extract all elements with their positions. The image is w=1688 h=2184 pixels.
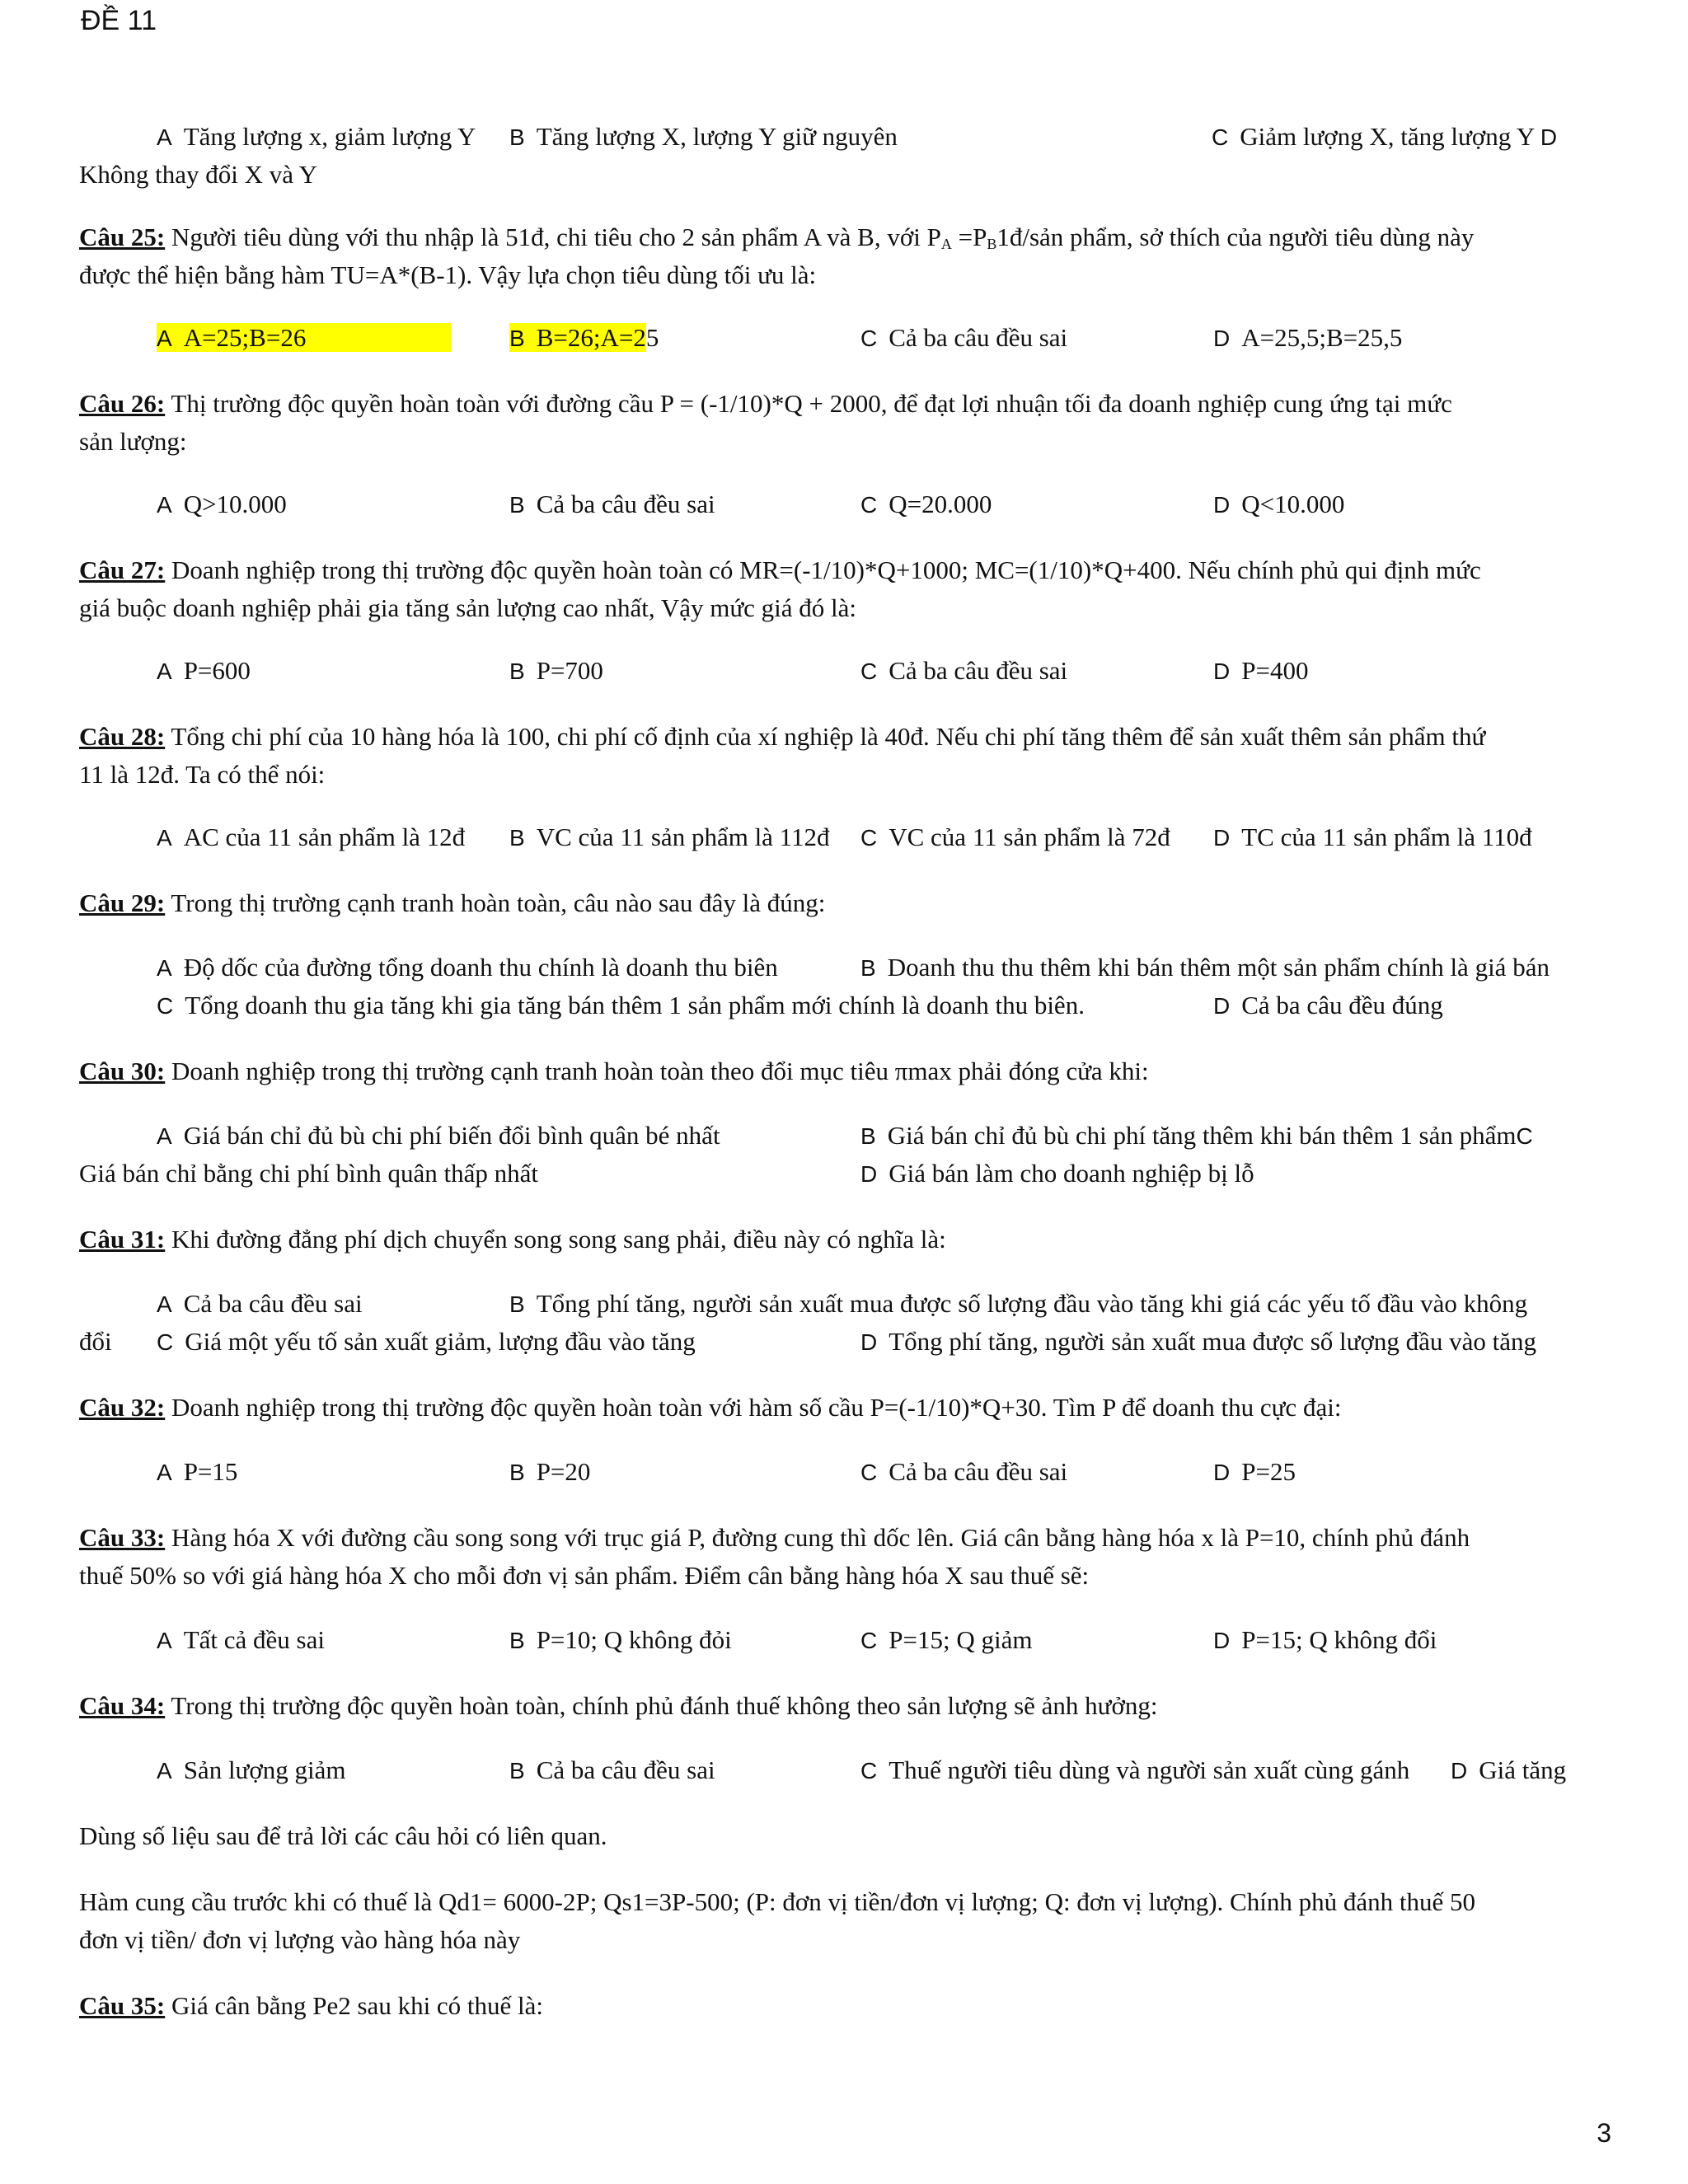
question-26: Câu 26: Thị trường độc quyền hoàn toàn với đường cầu P = (-1/10)*Q + 2000, để đạt lợi nhuận tối đa doanh nghiệp cung ứng tại mức — [79, 389, 1452, 418]
q34-option-c: C Thuế người tiêu dùng và người sản xuất cùng gánh — [860, 1755, 1410, 1784]
q32-option-b: B P=20 — [509, 1457, 591, 1486]
question-25-line2: được thể hiện bằng hàm TU=A*(B-1). Vậy lựa chọn tiêu dùng tối ưu là: — [79, 260, 817, 289]
exam-title: ĐỀ 11 — [81, 5, 157, 36]
question-25: Câu 25: Người tiêu dùng với thu nhập là 51đ, chi tiêu cho 2 sản phẩm A và B, với $P_A$ $=P_B1đ$/sản phẩm, sở thích của người tiêu dùng này — [79, 223, 1475, 252]
data-intro-equations-line2: đơn vị tiền/ đơn vị lượng vào hàng hóa này — [79, 1925, 521, 1954]
q26-option-b: B Cả ba câu đều sai — [509, 490, 715, 518]
q28-option-d: D TC của 11 sản phẩm là 110đ — [1213, 823, 1532, 851]
data-intro: Dùng số liệu sau để trả lời các câu hỏi có liên quan. — [79, 1821, 607, 1850]
q32-option-c: C Cả ba câu đều sai — [860, 1457, 1068, 1486]
carry-option-b: B Tăng lượng X, lượng Y giữ nguyên — [509, 122, 898, 151]
q27-option-c: C Cả ba câu đều sai — [860, 656, 1068, 685]
q25-option-c: C Cả ba câu đều sai — [860, 323, 1068, 352]
q34-option-b: B Cả ba câu đều sai — [509, 1755, 715, 1784]
question-27: Câu 27: Doanh nghiệp trong thị trường độc quyền hoàn toàn có MR=(-1/10)*Q+1000; MC=(1/10)*Q+400. Nếu chính phủ qui định mức — [79, 555, 1481, 584]
q25-option-a: A A=25;B=26 — [157, 325, 451, 350]
q29-option-b: B Doanh thu thu thêm khi bán thêm một sản phẩm chính là giá bán — [860, 953, 1550, 982]
q27-option-d: D P=400 — [1213, 656, 1309, 685]
q34-option-d: D Giá tăng — [1451, 1755, 1567, 1784]
question-27-line2: giá buộc doanh nghiệp phải gia tăng sản lượng cao nhất, Vậy mức giá đó là: — [79, 593, 857, 622]
data-intro-equations: Hàm cung cầu trước khi có thuế là Qd1= 6000-2P; Qs1=3P-500; (P: đơn vị tiền/đơn vị lượng; Q: đơn vị lượng). Chính phủ đánh thuế 50 — [79, 1887, 1475, 1916]
q30-option-c: Giá bán chỉ bằng chi phí bình quân thấp nhất — [79, 1159, 539, 1188]
q32-option-a: A P=15 — [157, 1457, 238, 1486]
q31-option-b: B Tổng phí tăng, người sản xuất mua được số lượng đầu vào tăng khi giá các yếu tố đầu vào không — [509, 1289, 1528, 1318]
question-32: Câu 32: Doanh nghiệp trong thị trường độc quyền hoàn toàn với hàm số cầu P=(-1/10)*Q+30. Tìm P để doanh thu cực đại: — [79, 1393, 1342, 1422]
question-35: Câu 35: Giá cân bằng Pe2 sau khi có thuế là: — [79, 1991, 544, 2020]
q25-option-b: B B=26;A=25 — [509, 323, 659, 352]
q33-option-d: D P=15; Q không đổi — [1213, 1625, 1437, 1654]
question-31: Câu 31: Khi đường đẳng phí dịch chuyển song song sang phải, điều này có nghĩa là: — [79, 1225, 946, 1254]
q31-option-c: C Giá một yếu tố sản xuất giảm, lượng đầu vào tăng — [157, 1327, 696, 1356]
carry-option-d-text: Không thay đổi X và Y — [79, 160, 318, 189]
question-29: Câu 29: Trong thị trường cạnh tranh hoàn toàn, câu nào sau đây là đúng: — [79, 888, 826, 917]
carry-option-c: C Giảm lượng X, tăng lượng Y D — [1212, 122, 1558, 151]
question-28-line2: 11 là 12đ. Ta có thể nói: — [79, 760, 326, 789]
q33-option-b: B P=10; Q không đỏi — [509, 1625, 732, 1654]
question-26-line2: sản lượng: — [79, 427, 187, 456]
q33-option-a: A Tất cả đều sai — [157, 1625, 325, 1654]
q25-option-d: D A=25,5;B=25,5 — [1213, 323, 1403, 352]
carry-option-a: A Tăng lượng x, giảm lượng Y — [157, 122, 476, 151]
page-number: 3 — [1597, 2118, 1611, 2148]
q29-option-d: D Cả ba câu đều đúng — [1213, 991, 1443, 1019]
q27-option-a: A P=600 — [157, 656, 251, 685]
q31-option-b-cont: đổi — [79, 1327, 112, 1356]
question-34: Câu 34: Trong thị trường độc quyền hoàn toàn, chính phủ đánh thuế không theo sản lượng sẽ ảnh hưởng: — [79, 1691, 1158, 1720]
q28-option-b: B VC của 11 sản phẩm là 112đ — [509, 823, 830, 851]
q29-option-c: C Tổng doanh thu gia tăng khi gia tăng bán thêm 1 sản phẩm mới chính là doanh thu biên. — [157, 991, 1085, 1019]
q30-option-d: D Giá bán làm cho doanh nghiệp bị lỗ — [860, 1159, 1254, 1188]
q28-option-a: A AC của 11 sản phẩm là 12đ — [157, 823, 466, 851]
question-33: Câu 33: Hàng hóa X với đường cầu song song với trục giá P, đường cung thì dốc lên. Giá cân bằng hàng hóa x là P=10, chính phủ đánh — [79, 1523, 1470, 1552]
q33-option-c: C P=15; Q giảm — [860, 1625, 1033, 1654]
q31-option-a: A Cả ba câu đều sai — [157, 1289, 363, 1318]
question-28: Câu 28: Tổng chi phí của 10 hàng hóa là 100, chi phí cố định của xí nghiệp là 40đ. Nếu chi phí tăng thêm để sản xuất thêm sản phẩm thứ — [79, 722, 1486, 751]
q34-option-a: A Sản lượng giảm — [157, 1755, 346, 1784]
q26-option-c: C Q=20.000 — [860, 490, 992, 518]
q26-option-a: A Q>10.000 — [157, 490, 287, 518]
q29-option-a: A Độ dốc của đường tổng doanh thu chính là doanh thu biên — [157, 953, 778, 982]
q28-option-c: C VC của 11 sản phẩm là 72đ — [860, 823, 1170, 851]
question-30: Câu 30: Doanh nghiệp trong thị trường cạnh tranh hoàn toàn theo đổi mục tiêu πmax phải đóng cửa khi: — [79, 1057, 1149, 1085]
q32-option-d: D P=25 — [1213, 1457, 1296, 1486]
q31-option-d: D Tổng phí tăng, người sản xuất mua được số lượng đầu vào tăng — [860, 1327, 1536, 1356]
q27-option-b: B P=700 — [509, 656, 603, 685]
question-33-line2: thuế 50% so với giá hàng hóa X cho mỗi đơn vị sản phẩm. Điểm cân bằng hàng hóa X sau thuế sẽ: — [79, 1561, 1090, 1590]
q30-option-b: B Giá bán chỉ đủ bù chi phí tăng thêm khi bán thêm 1 sản phẩmC — [860, 1121, 1533, 1150]
q26-option-d: D Q<10.000 — [1213, 490, 1345, 518]
q30-option-a: A Giá bán chỉ đủ bù chi phí biến đổi bình quân bé nhất — [157, 1121, 720, 1150]
